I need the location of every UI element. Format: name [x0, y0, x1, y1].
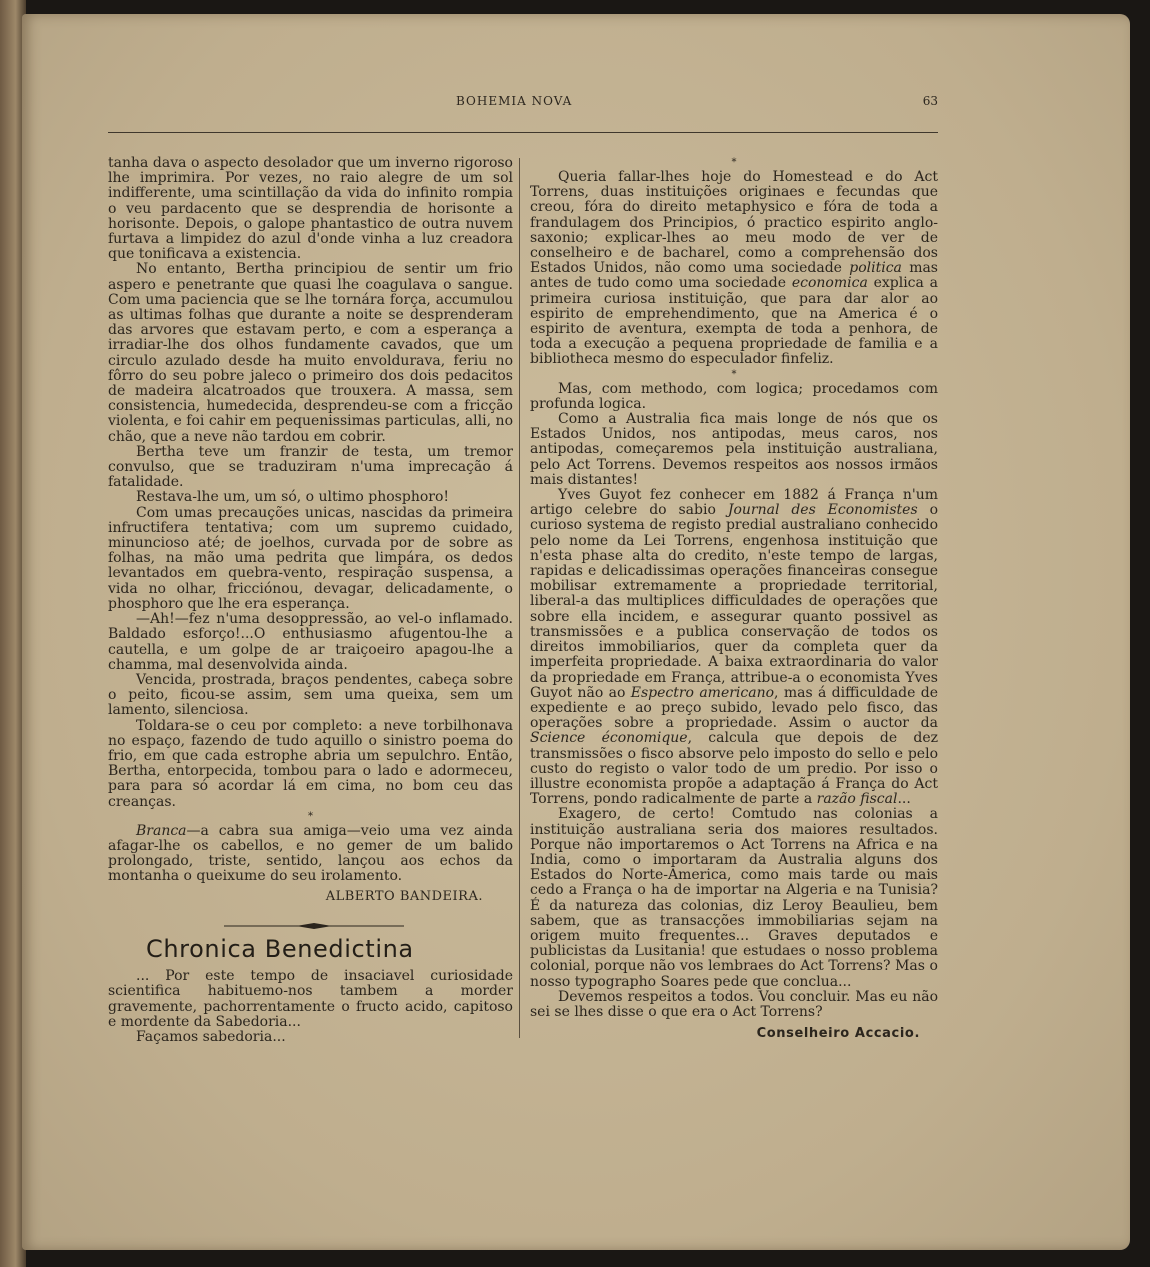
section-star: *	[731, 368, 737, 380]
emphasis: politica	[849, 260, 902, 277]
page-header	[108, 94, 938, 114]
paragraph-text: , mas á difficuldade de expediente e ao preço subido, levado pelo fisco, das operações sobre a propriedade. Assim o auctor da	[530, 684, 938, 732]
paragraph-text: o curioso systema de registo predial australiano conhecido pelo nome da Lei Torrens, engenhosa instituição que n'esta phase alta do credito, n'este tempo de largas, rapidas e delicadissimas operações financeiras consegue mobilisar extremamente a propriedade territorial, liberal-a das multiplices difficuldades de operações que sobre ella incidem, e assegurar quanto possivel as transmissões e a publica conservação de todos os direitos immobiliarios, quer da completa quer da imperfeita propriedade. A baixa extraordinaria do valor da propriedade em França, attribue-a o economista Yves Guyot não ao	[530, 502, 939, 701]
paragraph: tanha dava o aspecto desolador que um inverno rigoroso lhe imprimira. Por vezes, no raio alegre de um sol indifferente, uma scintillação da vida do infinito rompia o veu pardacento que se desprendia de horisonte a horisonte. Depois, o galope phantastico de outra nuvem furtava a limpidez do azul d'onde vinha a luz creadora que tonificava a existencia.	[108, 155, 513, 263]
emphasis: razão fiscal	[816, 791, 898, 808]
paragraph: Façamos sabedoria...	[136, 1028, 286, 1045]
paragraph: Com umas precauções unicas, nascidas da primeira infructifera tentativa; com um supremo cuidado, minuncioso até; de joelhos, curvada por de sobre as folhas, na mão uma pedrita que limpára, os dedos levantados em quebra-vento, respiração suspensa, a vida no olhar, fricciónou, devagar, delicadamente, o phosphoro que lhe era esperança.	[108, 504, 513, 612]
section-title: Chronica Benedictina	[146, 934, 414, 963]
paragraph: Bertha teve um franzir de testa, um tremor convulso, que se traduziram n'uma imprecação á fatalidade.	[108, 443, 513, 491]
paragraph: Vencida, prostrada, braços pendentes, cabeça sobre o peito, ficou-se assim, sem uma queixa, sem um lamento, silenciosa.	[108, 671, 513, 719]
paragraph-text: Queria fallar-lhes hoje do Homestead e do Act Torrens, duas instituições originaes e fecundas que creou, fóra do direito metaphysico e fóra de toda a frandulagem dos Principios, ó practico espirito anglo-saxonio; explicar-lhes ao meu modo de ver de conselheiro e de bacharel, como a comprehensão dos Estados Unidos, não como uma sociedade	[530, 169, 938, 277]
section-star: *	[731, 157, 737, 168]
running-title: BOHEMIA NOVA	[456, 94, 573, 108]
section-star: *	[308, 810, 313, 822]
page-number: 63	[922, 94, 938, 108]
paragraph-text: Yves Guyot fez conhecer em 1882 á França n'um artigo celebre do sabio	[530, 487, 938, 519]
emphasis: Science économique	[530, 730, 688, 747]
paragraph	[530, 170, 938, 368]
paragraph-text: —a cabra sua amiga—veio uma vez ainda afagar-lhe os cabellos, e no gemer de um balido prolongado, triste, sentido, lançou aos echos da montanha o queixume do seu irolamento.	[108, 822, 513, 885]
paragraph: No entanto, Bertha principiou de sentir um frio aspero e penetrante que quasi lhe coagulava o sangue. Com uma paciencia que se lhe tornára força, accumulou as ultimas folhas que durante a noite se desprenderam das arvores que estavam perto, e com a esperança a irradiar-lhe dos olhos fundamente cavados, que um circulo azulado desde ha muito envoldurava, feriu no fôrro do seu pobre jaleco o primeiro dos dois pedacitos de madeira alcatroados que trouxera. A massa, sem consistencia, humedecida, desprendeu-se com a fricção violenta, e foi cahir em pequenissimas particulas, alli, no chão, que a neve não tardou em cobrir.	[108, 261, 513, 445]
paragraph-text: , calcula que depois de dez transmissões o fisco absorve pelo imposto do sello e pelo custo do registo o valor todo de um predio. Por isso o illustre economista propõe a adaptação á França do Act Torrens, pondo radicalmente de parte a	[530, 730, 938, 808]
emphasis: economica	[791, 275, 868, 292]
paragraph: Como a Australia fica mais longe de nós que os Estados Unidos, nos antipodas, meus caros, nos antipodas, começaremos pela instituição australiana, pelo Act Torrens. Devemos respeitos aos nossos irmãos mais distantes!	[530, 411, 938, 488]
paragraph	[108, 824, 513, 885]
author-signature: ALBERTO BANDEIRA.	[325, 888, 483, 904]
paragraph-text: explica a primeira curiosa instituição, que para dar alor ao espirito de emprehendimento, que na America é o espirito de aventura, exempta de toda a penhora, de toda a execução a pequena propriedade de familia e a bibliotheca mesmo do especulador finfeliz.	[530, 275, 938, 368]
paragraph: Exagero, de certo! Comtudo nas colonias a instituição australiana seria dos maiores resultados. Porque não importaremos o Act Torrens na Africa e na India, como o importaram da Australia alguns dos Estados do Norte-America, como mais tarde ou mais cedo a França o ha de importar na Algeria e na Tunisia? É da natureza das colonias, diz Leroy Beaulieu, bem sabem, que as transacções immobiliarias sejam na origem muito frequentes... Graves deputados e publicistas da Lusitania! que estudaes o nosso problema colonial, porque não vos lembraes do Act Torrens? Mas o nosso typographo Soares pede que conclua...	[530, 806, 938, 990]
author-signature: Conselheiro Accacio.	[756, 1026, 920, 1042]
emphasis: Branca	[136, 822, 187, 839]
left-column	[108, 156, 513, 1045]
paragraph: Toldara-se o ceu por completo: a neve torbilhonava no espaço, fazendo de tudo aquillo o sinistro poema do frio, em que cada estrophe abria um sepulchro. Então, Bertha, entorpecida, tombou para o lado e adormeceu, para para só acordar lá em cima, no bom ceu das creanças.	[108, 717, 513, 810]
column-divider	[519, 158, 520, 1038]
paragraph-text: ...	[897, 791, 911, 808]
emphasis: Journal des Economistes	[727, 502, 918, 519]
paragraph	[530, 488, 938, 807]
header-rule	[108, 132, 938, 133]
paragraph-text: mas antes de tudo como uma sociedade	[530, 260, 938, 292]
right-column	[530, 156, 938, 1041]
paragraph: —Ah!—fez n'uma desoppressão, ao vel-o inflamado. Baldado esforço!...O enthusiasmo afugentou-lhe a cautella, e um golpe de ar traiçoeiro apagou-lhe a chamma, mal desenvolvida ainda.	[108, 611, 513, 673]
emphasis: Espectro americano	[630, 684, 775, 701]
paragraph: Mas, com methodo, com logica; procedamos com profunda logica.	[530, 380, 938, 412]
paragraph: Restava-lhe um, um só, o ultimo phosphoro!	[136, 489, 450, 506]
paragraph: ... Por este tempo de insaciavel curiosidade scientifica habituemo-nos tambem a morder gravemente, pachorrentamente o fructo acido, capitoso e mordente da Sabedoria...	[108, 968, 513, 1030]
paragraph: Devemos respeitos a todos. Vou concluir. Mas eu não sei se lhes disse o que era o Act Torrens?	[530, 988, 938, 1020]
ornament-rule	[224, 922, 404, 930]
